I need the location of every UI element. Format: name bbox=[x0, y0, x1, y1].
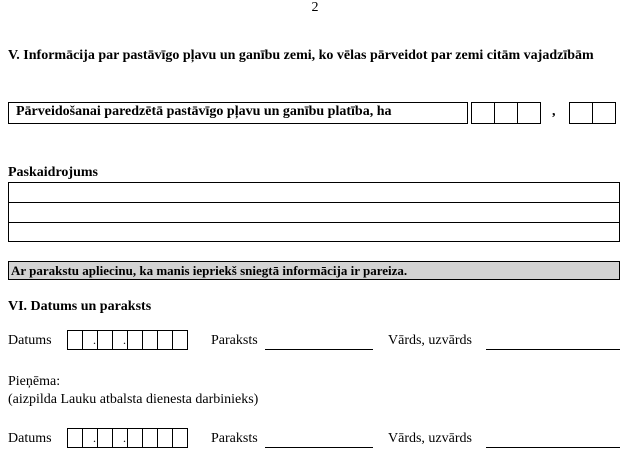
date-separator: . bbox=[123, 333, 126, 347]
section-5-title: V. Informācija par pastāvīgo pļavu un ganību zemi, ko vēlas pārveidot par zemi citām vajadzībām bbox=[8, 48, 594, 63]
signature-label: Paraksts bbox=[211, 333, 258, 348]
explanation-line bbox=[9, 202, 619, 203]
area-integer-cell[interactable] bbox=[517, 102, 541, 124]
section-6-title: VI. Datums un paraksts bbox=[8, 299, 152, 314]
page-number: 2 bbox=[311, 0, 319, 15]
area-decimal-cell[interactable] bbox=[592, 102, 616, 124]
date-cell[interactable] bbox=[97, 428, 113, 448]
date-label: Datums bbox=[8, 333, 52, 348]
date-cell[interactable] bbox=[157, 428, 173, 448]
date-cell[interactable] bbox=[142, 330, 158, 350]
date-separator: . bbox=[93, 431, 96, 445]
date-cell[interactable] bbox=[67, 330, 83, 350]
signature-label: Paraksts bbox=[211, 431, 258, 446]
confirmation-statement: Ar parakstu apliecinu, ka manis iepriekš sniegtā informācija ir pareiza. bbox=[8, 261, 620, 280]
area-decimal-cells bbox=[570, 102, 616, 124]
date-cells bbox=[68, 330, 188, 350]
date-separator: . bbox=[93, 333, 96, 347]
date-separator: . bbox=[123, 431, 126, 445]
signature-line[interactable] bbox=[265, 334, 373, 350]
date-cell[interactable] bbox=[112, 428, 128, 448]
date-cell[interactable] bbox=[82, 330, 98, 350]
area-integer-cells bbox=[472, 102, 541, 124]
decimal-comma: , bbox=[552, 104, 556, 119]
date-cell[interactable] bbox=[97, 330, 113, 350]
date-cell[interactable] bbox=[127, 330, 143, 350]
date-cell[interactable] bbox=[157, 330, 173, 350]
accepted-by bbox=[8, 373, 258, 409]
name-line[interactable] bbox=[486, 334, 620, 350]
date-label: Datums bbox=[8, 431, 52, 446]
explanation-title: Paskaidrojums bbox=[8, 165, 98, 180]
accepted-by-note: (aizpilda Lauku atbalsta dienesta darbinieks) bbox=[8, 392, 259, 407]
area-integer-cell[interactable] bbox=[471, 102, 495, 124]
name-label: Vārds, uzvārds bbox=[388, 333, 472, 348]
date-cell[interactable] bbox=[112, 330, 128, 350]
name-line[interactable] bbox=[486, 432, 620, 448]
area-integer-cell[interactable] bbox=[494, 102, 518, 124]
date-cell[interactable] bbox=[82, 428, 98, 448]
date-cell[interactable] bbox=[67, 428, 83, 448]
explanation-line bbox=[9, 222, 619, 223]
date-cell[interactable] bbox=[172, 330, 188, 350]
signature-line[interactable] bbox=[265, 432, 373, 448]
area-decimal-cell[interactable] bbox=[569, 102, 593, 124]
explanation-field[interactable] bbox=[8, 182, 620, 242]
date-cell[interactable] bbox=[127, 428, 143, 448]
name-label: Vārds, uzvārds bbox=[388, 431, 472, 446]
date-cells bbox=[68, 428, 188, 448]
accepted-by-label: Pieņēma: bbox=[8, 374, 61, 389]
area-label: Pārveidošanai paredzētā pastāvīgo pļavu un ganību platība, ha bbox=[16, 104, 392, 119]
date-cell[interactable] bbox=[172, 428, 188, 448]
date-cell[interactable] bbox=[142, 428, 158, 448]
